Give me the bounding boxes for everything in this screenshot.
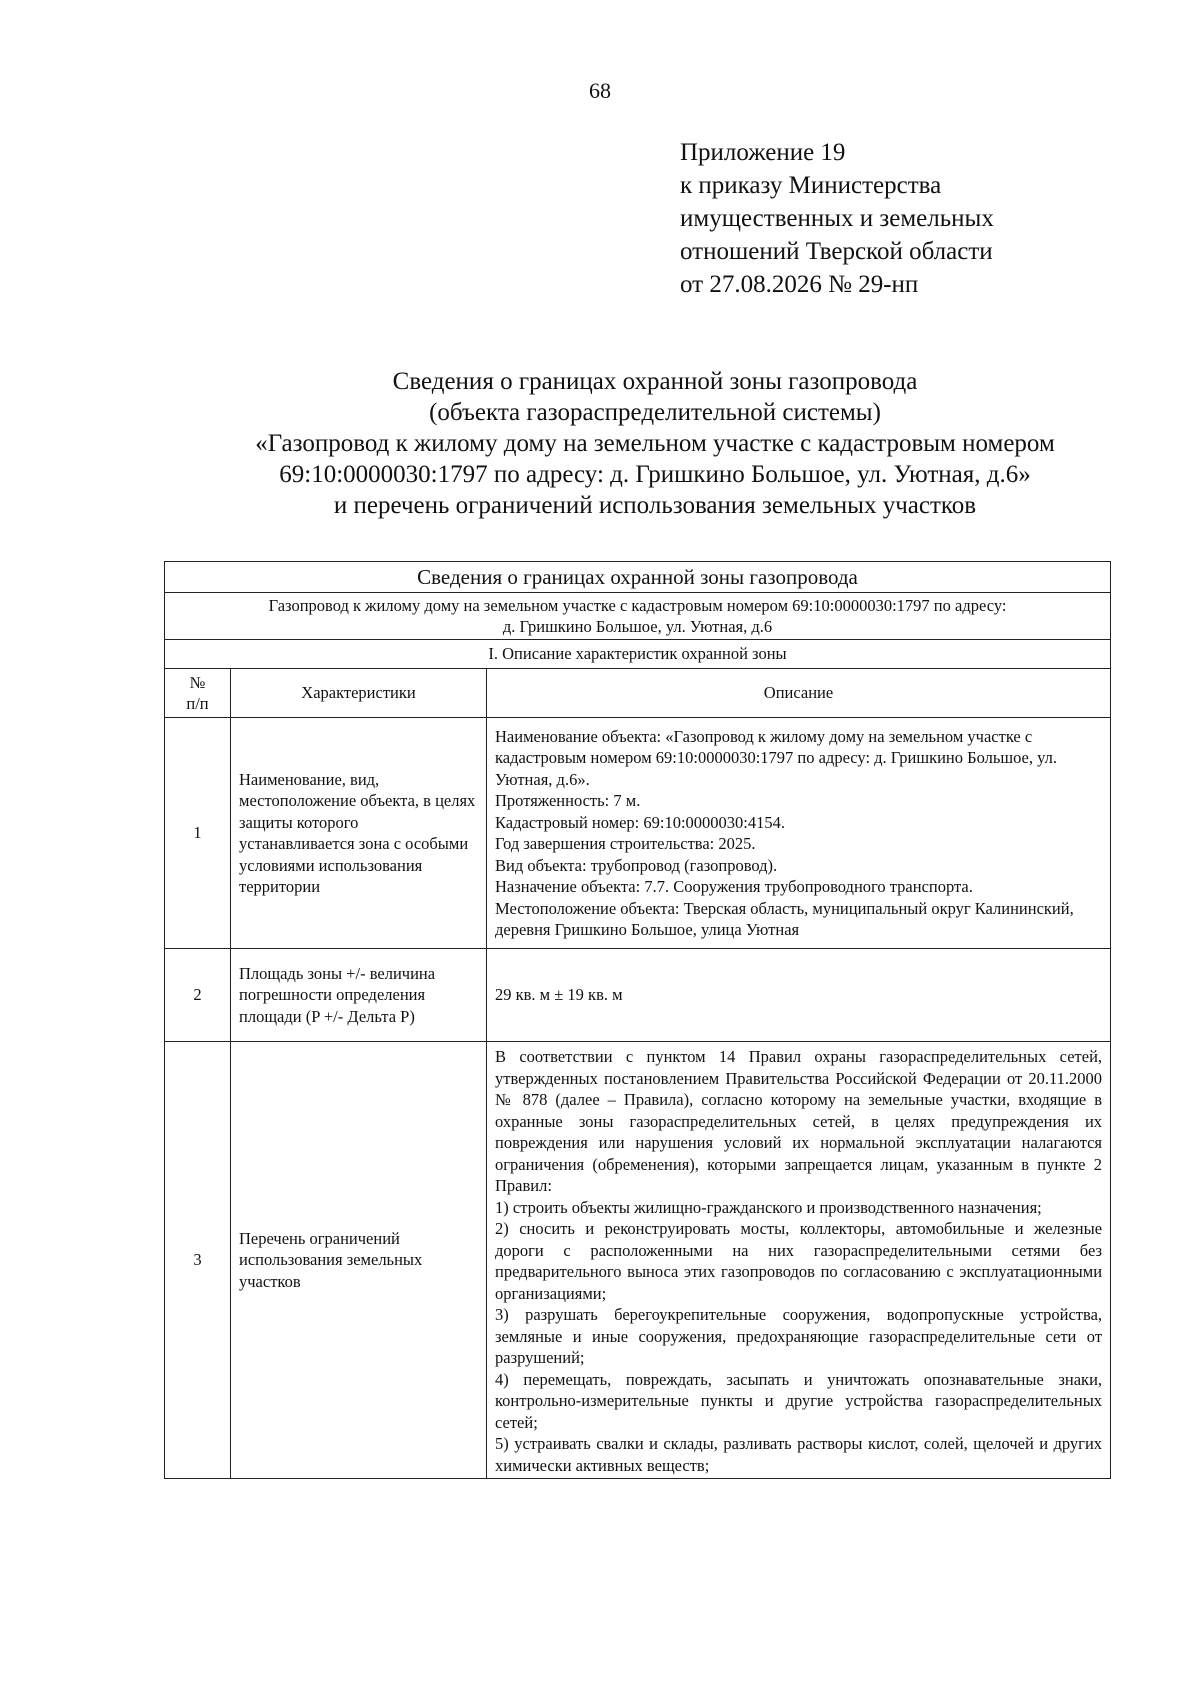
header-number xyxy=(165,669,231,718)
title-line: Сведения о границах охранной зоны газопровода xyxy=(392,368,918,395)
row-description xyxy=(487,949,1111,1042)
description-line: 5) устраивать свалки и склады, разливать растворы кислот, солей, щелочей и других химически активных веществ; xyxy=(495,1434,1103,1475)
table-title-row xyxy=(165,562,1111,593)
description-line: 29 кв. м ± 19 кв. м xyxy=(495,985,623,1005)
description-line: Протяженность: 7 м. xyxy=(495,791,641,810)
description-line: Наименование объекта: «Газопровод к жилому дому на земельном участке с кадастровым номером 69:10:0000030:1797 по адресу: д. Гришкино Большое, ул. Уютная, д.6». xyxy=(495,726,1058,789)
table-header-row xyxy=(165,669,1111,718)
table-row xyxy=(165,949,1111,1042)
appendix-line: к приказу Министерства xyxy=(680,172,942,199)
description-line: Назначение объекта: 7.7. Сооружения трубопроводного транспорта. xyxy=(495,877,973,896)
header-characteristics: Характеристики xyxy=(231,669,487,718)
page-number: 68 xyxy=(589,78,611,103)
appendix-line: от 27.08.2026 № 29-нп xyxy=(680,271,919,298)
header-number-line1: № xyxy=(189,673,206,692)
table-title: Сведения о границах охранной зоны газопровода xyxy=(165,562,1111,593)
header-description: Описание xyxy=(487,669,1111,718)
table-row xyxy=(165,1042,1111,1479)
title-line: и перечень ограничений использования земельных участков xyxy=(333,492,977,519)
object-line: Газопровод к жилому дому на земельном участке с кадастровым номером 69:10:0000030:1797 по адресу: xyxy=(268,596,1007,615)
row-characteristics: Площадь зоны +/- величина погрешности определения площади (P +/- Дельта P) xyxy=(231,949,487,1042)
description-line: 4) перемещать, повреждать, засыпать и уничтожать опознавательные знаки, контрольно-измерительные пункты и другие устройства газораспределительных сетей; xyxy=(495,1369,1103,1432)
description-line: 1) строить объекты жилищно-гражданского и производственного назначения; xyxy=(495,1197,1042,1217)
description-line: Год завершения строительства: 2025. xyxy=(495,834,756,853)
description-line: Кадастровый номер: 69:10:0000030:4154. xyxy=(495,812,786,832)
table-section-title: I. Описание характеристик охранной зоны xyxy=(165,640,1111,669)
row-description xyxy=(487,718,1111,949)
row-characteristics: Перечень ограничений использования земельных участков xyxy=(231,1042,487,1479)
appendix-block xyxy=(680,136,1120,301)
description-line: Вид объекта: трубопровод (газопровод). xyxy=(495,855,778,875)
protection-zone-table xyxy=(164,561,1111,1479)
row-number: 2 xyxy=(165,949,231,1042)
row-number: 1 xyxy=(165,718,231,949)
description-line: В соответствии с пунктом 14 Правил охраны газораспределительных сетей, утвержденных постановлением Правительства Российской Федерации от 20.11.2000 № 878 (далее – Правила), согласно которому на земельные участки, входящие в охранные зоны газораспределительных сетей, в целях предупреждения их повреждения или нарушения условий их нормальной эксплуатации налагаются ограничения (обременения), которыми запрещается лицам, указанным в пункте 2 Правил: xyxy=(495,1047,1103,1195)
appendix-line: отношений Тверской области xyxy=(680,238,993,265)
description-line: Местоположение объекта: Тверская область, муниципальный округ Калининский, деревня Гришкино Большое, улица Уютная xyxy=(495,898,1074,939)
description-line: 3) разрушать берегоукрепительные сооружения, водопропускные устройства, земляные и иные сооружения, предохраняющие газораспределительные сети от разрушений; xyxy=(495,1305,1103,1367)
title-line: 69:10:0000030:1797 по адресу: д. Гришкино Большое, ул. Уютная, д.6» xyxy=(279,461,1031,488)
table-object-row xyxy=(165,593,1111,640)
appendix-line: имущественных и земельных xyxy=(680,205,994,232)
object-line: д. Гришкино Большое, ул. Уютная, д.6 xyxy=(502,617,773,636)
table-section-row xyxy=(165,640,1111,669)
description-line: 2) сносить и реконструировать мосты, коллекторы, автомобильные и железные дороги с расположенными на них газораспределительными сетями без предварительного выноса этих газопроводов по согласованию с эксплуатационными организациями; xyxy=(495,1219,1103,1303)
row-characteristics: Наименование, вид, местоположение объекта, в целях защиты которого устанавливается зона с особыми условиями использования территории xyxy=(231,718,487,949)
appendix-line: Приложение 19 xyxy=(680,139,846,166)
row-number: 3 xyxy=(165,1042,231,1479)
title-line: (объекта газораспределительной системы) xyxy=(429,399,881,426)
row-description xyxy=(487,1042,1111,1479)
document-title xyxy=(160,366,1150,521)
title-line: «Газопровод к жилому дому на земельном участке с кадастровым номером xyxy=(255,430,1055,457)
header-number-line2: п/п xyxy=(186,694,209,713)
table-row xyxy=(165,718,1111,949)
table-object-name xyxy=(165,593,1111,640)
